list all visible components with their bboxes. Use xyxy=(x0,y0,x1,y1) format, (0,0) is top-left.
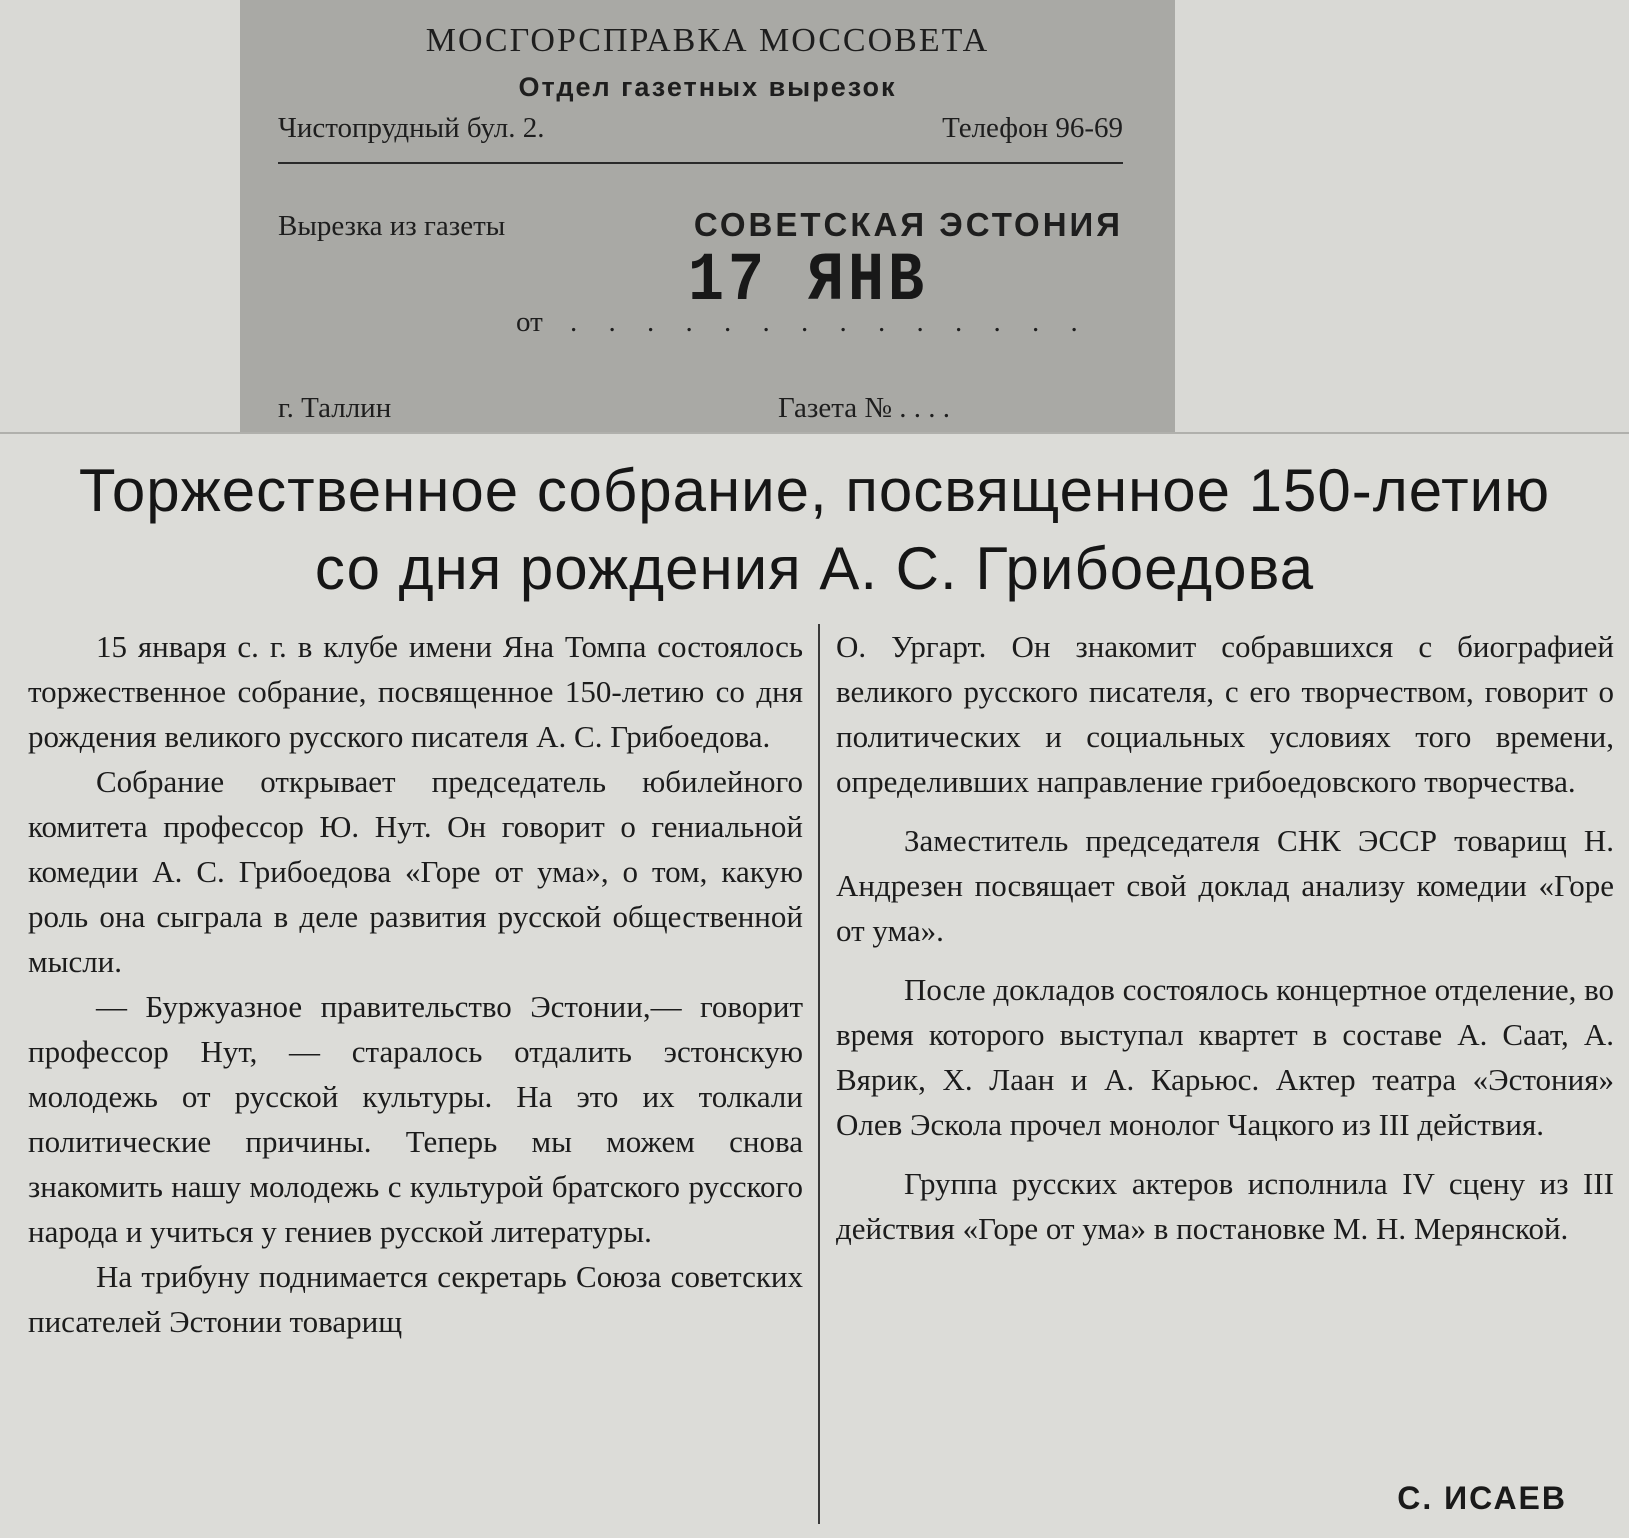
city-label: г. Таллин xyxy=(278,392,392,424)
date-prefix: от xyxy=(516,306,543,338)
clipping-bureau-label xyxy=(240,0,1175,432)
department-name: Отдел газетных вырезок xyxy=(518,72,897,102)
date-stamp: 17 ЯНВ xyxy=(688,242,929,322)
bureau-name: МОСГОРСПРАВКА МОССОВЕТА xyxy=(425,22,990,59)
paragraph: — Буржуазное правительство Эстонии,— говорит профессор Нут, — старалось отдалить эстонскую молодежь от русской культуры. На это их толкали политические причины. Теперь мы можем снова знакомить нашу молодежь с культурой братского русского народа и учиться у гениев русской литературы. xyxy=(28,989,803,1249)
paragraph: О. Ургарт. Он знакомит собравшихся с биографией великого русского писателя, с его творчеством, говорит о политических и социальных условиях того времени, определивших направление грибоедовского творчества. xyxy=(836,629,1614,799)
paragraph: Заместитель председателя СНК ЭССР товарищ Н. Андрезен посвящает свой доклад анализу комедии «Горе от ума». xyxy=(836,823,1614,948)
paragraph: На трибуну поднимается секретарь Союза советских писателей Эстонии товарищ xyxy=(28,1259,803,1339)
paragraph: После докладов состоялось концертное отделение, во время которого выступал квартет в составе А. Саат, А. Вярик, Х. Лаан и А. Карьюс. Актер театра «Эстония» Олев Эскола прочел монолог Чацкого из III действия. xyxy=(836,972,1615,1142)
article-column-right xyxy=(836,624,1614,1251)
author-signature: С. ИСАЕВ xyxy=(1397,1480,1567,1516)
newspaper-name: СОВЕТСКАЯ ЭСТОНИЯ xyxy=(693,206,1123,243)
issue-label: Газета № . . . . xyxy=(778,392,951,424)
article-headline xyxy=(0,452,1629,608)
headline-line-1: Торжественное собрание, посвященное 150-летию xyxy=(78,457,1551,524)
article-column-left xyxy=(28,624,803,1344)
clipping-from-label: Вырезка из газеты xyxy=(278,210,506,242)
date-dots: . . . . . . . . . . . . . . xyxy=(570,306,1090,338)
label-divider xyxy=(278,162,1123,164)
paragraph: Собрание открывает председатель юбилейного комитета профессор Ю. Нут. Он говорит о гениальной комедии А. С. Грибоедова «Горе от ума», о том, какую роль она сыграла в деле развития русской общественной мысли. xyxy=(28,764,803,979)
bureau-address: Чистопрудный бул. 2. xyxy=(278,112,545,144)
newspaper-clipping xyxy=(0,432,1629,1538)
column-divider xyxy=(818,624,820,1524)
paragraph: 15 января с. г. в клубе имени Яна Томпа состоялось торжественное собрание, посвященное 150-летию со дня рождения великого русского писателя А. С. Грибоедова. xyxy=(28,629,803,754)
bureau-phone: Телефон 96-69 xyxy=(942,112,1123,144)
headline-line-2: со дня рождения А. С. Грибоедова xyxy=(314,535,1315,602)
paragraph: Группа русских актеров исполнила IV сцену из III действия «Горе от ума» в постановке М. Н. Мерянской. xyxy=(836,1166,1614,1246)
